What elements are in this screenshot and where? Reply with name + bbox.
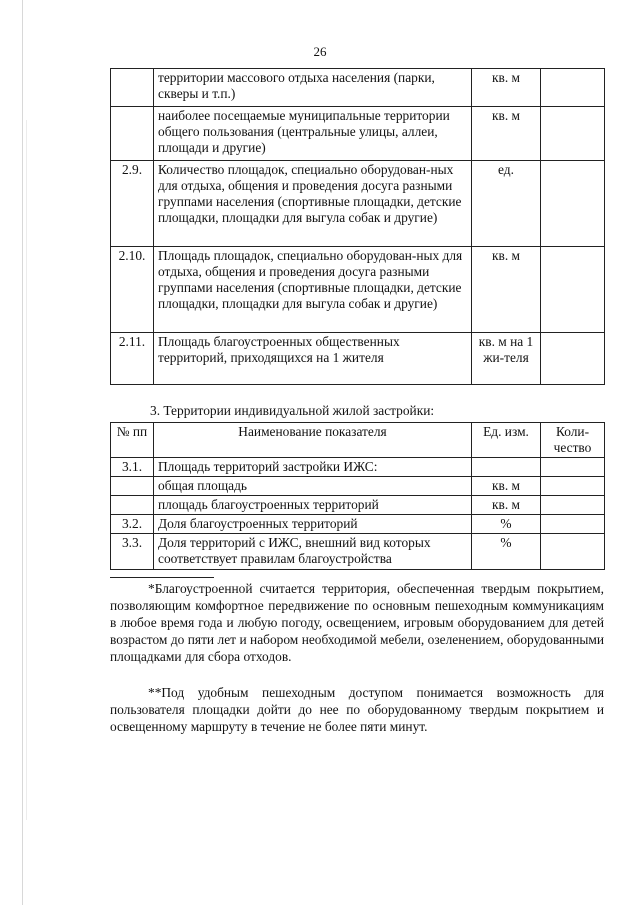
table-row bbox=[111, 458, 605, 477]
scan-edge-line-faint bbox=[26, 120, 27, 820]
quantity-cell bbox=[541, 496, 605, 515]
row-number: 3.3. bbox=[111, 534, 154, 570]
header-name: Наименование показателя bbox=[154, 423, 472, 458]
quantity-cell bbox=[541, 107, 605, 161]
table-row bbox=[111, 496, 605, 515]
footnote-1-text: *Благоустроенной считается территория, обеспеченная твердым покрытием, позволяющим комфортное передвижение по основным пешеходным коммуникациям в любое время года и любую погоду, освещением, игровым оборудованием для детей возрастом до пяти лет и набором необходимой мебели, озеленением, оборудованными площадками для сбора отходов. bbox=[110, 581, 604, 664]
quantity-cell bbox=[541, 534, 605, 570]
footnote-separator bbox=[110, 577, 214, 578]
footnote-2 bbox=[110, 684, 604, 735]
indicator-name: наиболее посещаемые муниципальные территории общего пользования (центральные улицы, аллеи, площади и другие) bbox=[154, 107, 472, 161]
page-number: 26 bbox=[313, 44, 327, 59]
quantity-cell bbox=[541, 247, 605, 333]
quantity-cell bbox=[541, 515, 605, 534]
table-header-row bbox=[111, 423, 605, 458]
table-row bbox=[111, 534, 605, 570]
indicator-name: Площадь благоустроенных общественных территорий, приходящихся на 1 жителя bbox=[154, 333, 472, 385]
quantity-cell bbox=[541, 161, 605, 247]
indicator-name: территории массового отдыха населения (парки, скверы и т.п.) bbox=[154, 69, 472, 107]
section-title: 3. Территории индивидуальной жилой застройки: bbox=[150, 403, 435, 418]
unit-cell bbox=[472, 458, 541, 477]
unit-cell: % bbox=[472, 515, 541, 534]
table-row bbox=[111, 69, 605, 107]
table-row bbox=[111, 247, 605, 333]
unit-cell: кв. м bbox=[472, 477, 541, 496]
row-number bbox=[111, 69, 154, 107]
footnote-2-text: **Под удобным пешеходным доступом понимается возможность для пользователя площадки дойти до нее по оборудованному твердым покрытием и освещенному маршруту в течение не более пяти минут. bbox=[110, 685, 604, 734]
table-row bbox=[111, 477, 605, 496]
row-number bbox=[111, 107, 154, 161]
indicator-name: Доля территорий с ИЖС, внешний вид которых соответствует правилам благоустройства bbox=[154, 534, 472, 570]
indicator-name: Площадь площадок, специально оборудован-ных для отдыха, общения и проведения досуга разными группами населения (спортивные площадки, детские площадки, площадки для выгула собак и другие) bbox=[154, 247, 472, 333]
row-number bbox=[111, 477, 154, 496]
unit-cell: кв. м bbox=[472, 107, 541, 161]
row-number: 2.10. bbox=[111, 247, 154, 333]
table-row bbox=[111, 161, 605, 247]
quantity-cell bbox=[541, 69, 605, 107]
table-row bbox=[111, 515, 605, 534]
unit-cell: ед. bbox=[472, 161, 541, 247]
quantity-cell bbox=[541, 333, 605, 385]
indicator-name: Доля благоустроенных территорий bbox=[154, 515, 472, 534]
row-number: 3.2. bbox=[111, 515, 154, 534]
ihs-indicators-table bbox=[110, 422, 605, 570]
indicator-name: Количество площадок, специально оборудован-ных для отдыха, общения и проведения досуга разными группами населения (спортивные площадки, детские площадки, площадки для выгула собак и другие) bbox=[154, 161, 472, 247]
row-number: 2.11. bbox=[111, 333, 154, 385]
unit-cell: кв. м на 1 жи-теля bbox=[472, 333, 541, 385]
footnote-1 bbox=[110, 580, 604, 665]
indicators-table-continued bbox=[110, 68, 605, 385]
table-row bbox=[111, 333, 605, 385]
header-unit: Ед. изм. bbox=[472, 423, 541, 458]
unit-cell: кв. м bbox=[472, 247, 541, 333]
quantity-cell bbox=[541, 458, 605, 477]
table-row bbox=[111, 107, 605, 161]
unit-cell: кв. м bbox=[472, 496, 541, 515]
header-number: № пп bbox=[111, 423, 154, 458]
row-number bbox=[111, 496, 154, 515]
row-number: 3.1. bbox=[111, 458, 154, 477]
indicator-name: Площадь территорий застройки ИЖС: bbox=[154, 458, 472, 477]
scan-edge-line bbox=[22, 0, 23, 905]
unit-cell: кв. м bbox=[472, 69, 541, 107]
quantity-cell bbox=[541, 477, 605, 496]
unit-cell: % bbox=[472, 534, 541, 570]
indicator-name: площадь благоустроенных территорий bbox=[154, 496, 472, 515]
indicator-name: общая площадь bbox=[154, 477, 472, 496]
row-number: 2.9. bbox=[111, 161, 154, 247]
header-quantity: Коли-чество bbox=[541, 423, 605, 458]
